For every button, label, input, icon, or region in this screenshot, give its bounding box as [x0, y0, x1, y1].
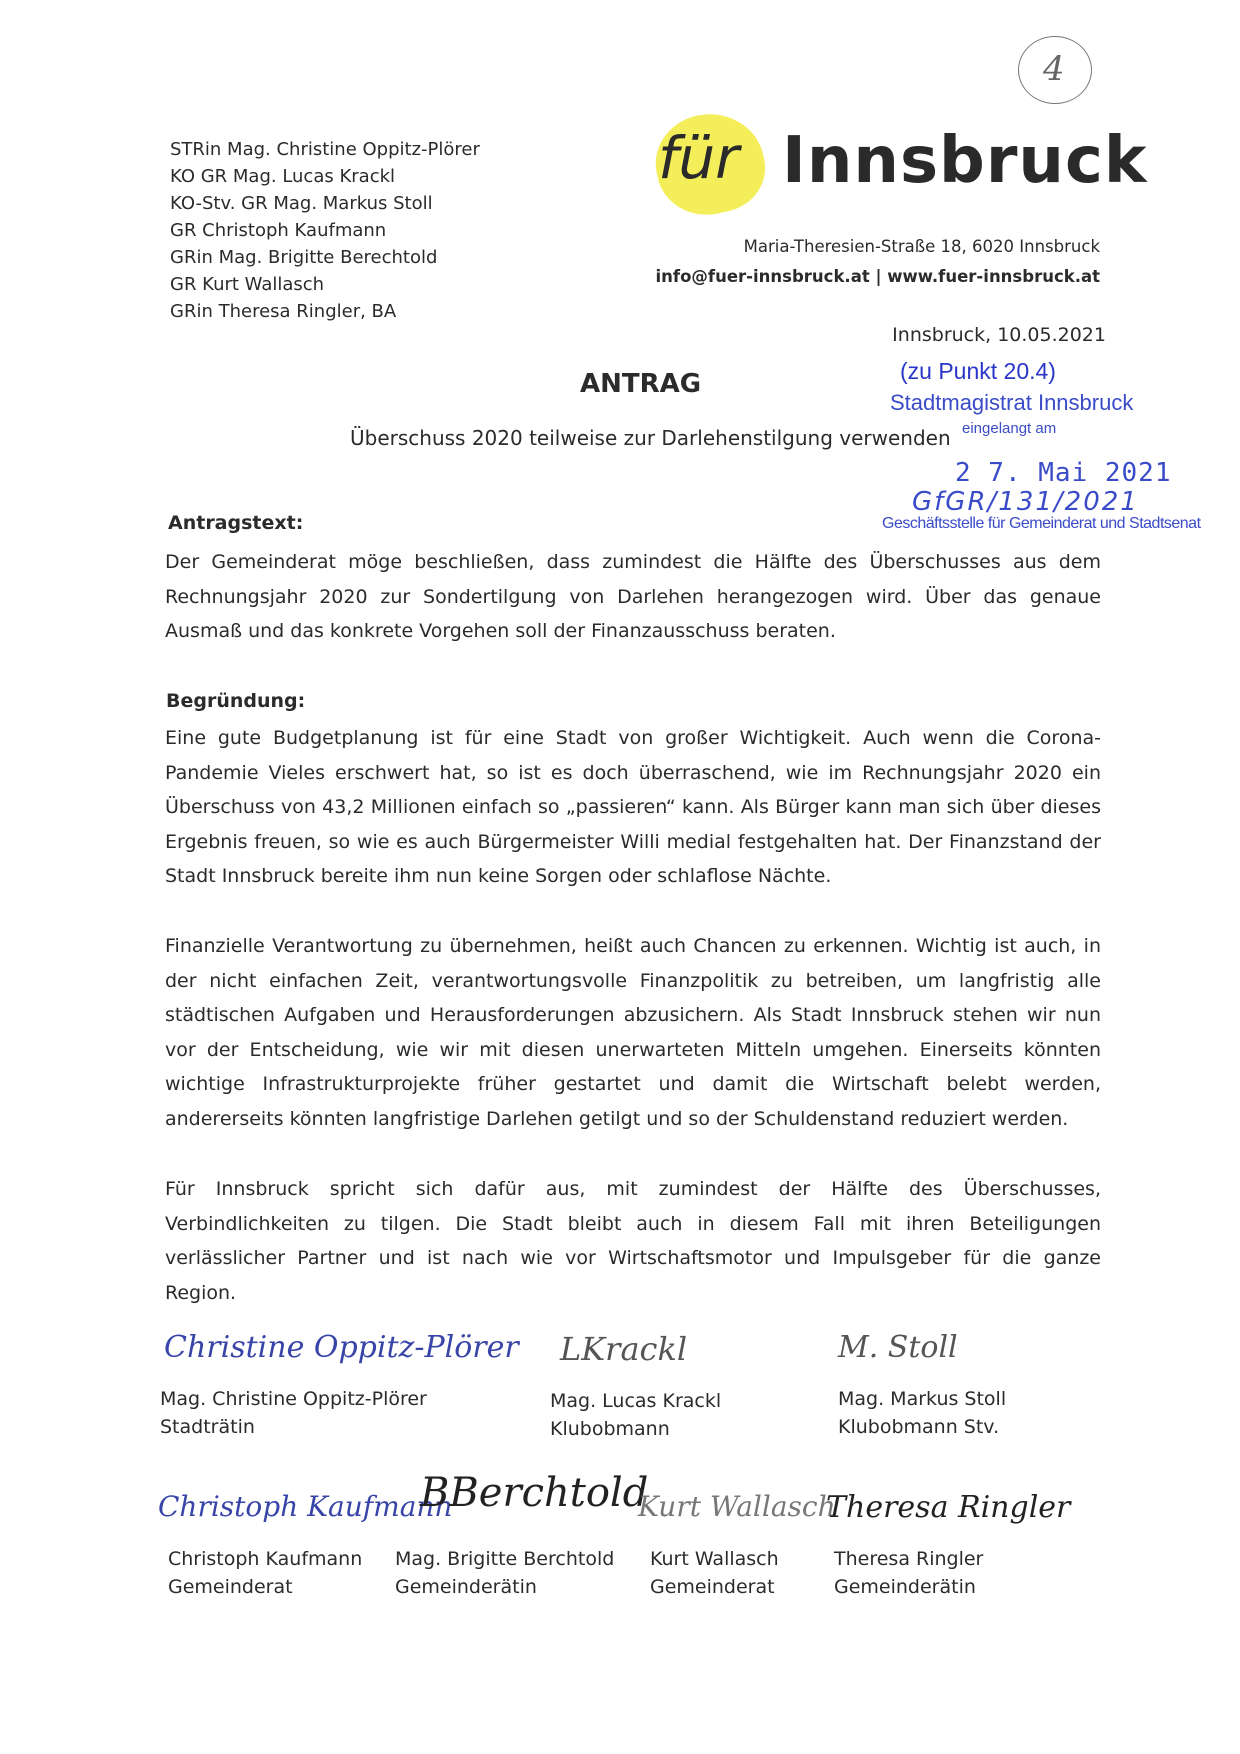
signatory-role: Klubobmann	[550, 1418, 670, 1440]
logo-word-fuer: für	[658, 124, 740, 192]
sender-line: GRin Mag. Brigitte Berechtold	[170, 247, 438, 268]
signatory	[838, 1385, 1006, 1441]
stamp-date: 2 7. Mai 2021	[955, 458, 1172, 488]
sender-list	[170, 136, 480, 325]
handwritten-signature: Christine Oppitz-Plörer	[164, 1330, 519, 1365]
stamp-department: Geschäftsstelle für Gemeinderat und Stadtsenat	[882, 515, 1201, 532]
signatory-name: Kurt Wallasch	[650, 1548, 779, 1570]
sender-line: STRin Mag. Christine Oppitz-Plörer	[170, 139, 480, 160]
party-logo	[650, 110, 1148, 220]
signatory-role: Klubobmann Stv.	[838, 1416, 1000, 1438]
signatory	[395, 1545, 614, 1601]
signatory	[168, 1545, 362, 1601]
document-title: ANTRAG	[580, 369, 702, 399]
signatory	[160, 1385, 427, 1441]
antragstext-body: Der Gemeinderat möge beschließen, dass zumindest die Hälfte des Überschusses aus dem Rechnungsjahr 2020 zur Sondertilgung von Darlehen herangezogen wird. Über das genaue Ausmaß und das konkrete Vorgehen soll der Finanzausschuss beraten.	[165, 551, 1101, 642]
handwritten-signature: M. Stoll	[838, 1330, 958, 1365]
stamp-file-number: GfGR/131/2021	[912, 487, 1139, 517]
sender-line: KO GR Mag. Lucas Krackl	[170, 166, 396, 187]
document-subtitle: Überschuss 2020 teilweise zur Darlehenstilgung verwenden	[350, 426, 951, 450]
antragstext-heading: Antragstext:	[168, 512, 304, 534]
page-number-circle	[1018, 36, 1092, 104]
sender-line: GR Kurt Wallasch	[170, 274, 325, 295]
signatory-role: Gemeinderätin	[395, 1576, 537, 1598]
signatory-name: Mag. Brigitte Berchtold	[395, 1548, 615, 1570]
signatory-name: Mag. Christine Oppitz-Plörer	[160, 1388, 427, 1410]
signatory-name: Mag. Lucas Krackl	[550, 1390, 722, 1412]
begruendung-paragraph: Eine gute Budgetplanung ist für eine Stadt von großer Wichtigkeit. Auch wenn die Corona-Pandemie Vieles erschwert hat, so ist es doch überraschend, wie im Rechnungsjahr 2020 ein Überschuss von 43,2 Millionen einfach so „passieren“ kann. Als Bürger kann man sich über dieses Ergebnis freuen, so wie es auch Bürgermeister Willi medial festgehalten hat. Der Finanzstand der Stadt Innsbruck bereite ihm nun keine Sorgen oder schlaflose Nächte.	[165, 727, 1101, 887]
signatory-role: Gemeinderat	[650, 1576, 775, 1598]
logo-word-city: Innsbruck	[782, 124, 1148, 198]
signatory-name: Christoph Kaufmann	[168, 1548, 363, 1570]
handwritten-signature: Christoph Kaufmann	[158, 1490, 453, 1523]
begruendung-paragraph: Für Innsbruck spricht sich dafür aus, mit zumindest der Hälfte des Überschusses, Verbindlichkeiten zu tilgen. Die Stadt bleibt auch in diesem Fall mit ihren Beteiligungen verlässlicher Partner und ist nach wie vor Wirtschaftsmotor und Impulsgeber für die ganze Region.	[165, 1178, 1101, 1304]
stamp-received-label: eingelangt am	[962, 420, 1057, 437]
signatory	[650, 1545, 779, 1601]
signatory-role: Stadträtin	[160, 1416, 255, 1438]
page-number: 4	[1043, 49, 1065, 89]
stamp-agenda-point: (zu Punkt 20.4)	[900, 358, 1056, 384]
handwritten-signature: LKrackl	[560, 1330, 688, 1368]
handwritten-signature: Theresa Ringler	[826, 1490, 1071, 1525]
address-contact: info@fuer-innsbruck.at | www.fuer-innsbruck.at	[655, 267, 1100, 286]
sender-line: KO-Stv. GR Mag. Markus Stoll	[170, 193, 433, 214]
document-date: Innsbruck, 10.05.2021	[892, 324, 1106, 346]
signatory	[834, 1545, 983, 1601]
signatory-role: Gemeinderat	[168, 1576, 293, 1598]
signatory-role: Gemeinderätin	[834, 1576, 976, 1598]
stamp-office: Stadtmagistrat Innsbruck	[890, 390, 1134, 415]
handwritten-signature: BBerchtold	[420, 1470, 649, 1516]
sender-line: GR Christoph Kaufmann	[170, 220, 387, 241]
sender-address	[656, 232, 1101, 292]
sender-line: GRin Theresa Ringler, BA	[170, 301, 397, 322]
signatory-name: Theresa Ringler	[834, 1548, 984, 1570]
signatory	[550, 1387, 721, 1443]
signatory-name: Mag. Markus Stoll	[838, 1388, 1007, 1410]
address-street: Maria-Theresien-Straße 18, 6020 Innsbruck	[743, 237, 1100, 256]
begruendung-paragraph: Finanzielle Verantwortung zu übernehmen, heißt auch Chancen zu erkennen. Wichtig ist auch, in der nicht einfachen Zeit, verantwortungsvolle Finanzpolitik zu betreiben, um langfristig alle städtischen Aufgaben und Herausforderungen abzusichern. Als Stadt Innsbruck stehen wir nun vor der Entscheidung, wie wir mit diesen unerwarteten Mitteln umgehen. Einerseits könnten wichtige Infrastrukturprojekte früher gestartet und damit die Wirtschaft belebt werden, andererseits könnten langfristige Darlehen getilgt und so der Schuldenstand reduziert werden.	[165, 935, 1101, 1130]
begruendung-heading: Begründung:	[166, 690, 306, 712]
handwritten-signature: Kurt Wallasch	[638, 1490, 836, 1523]
